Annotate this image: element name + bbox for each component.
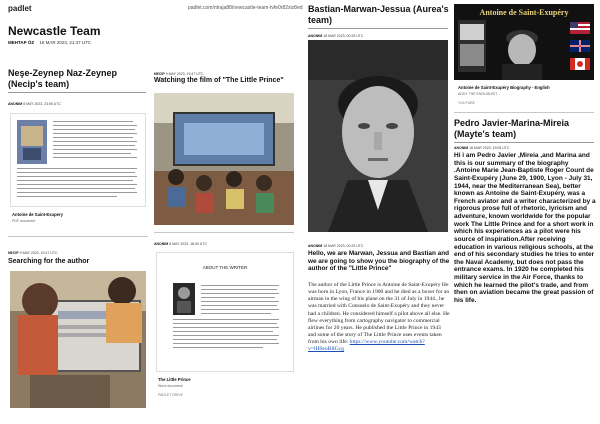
youtube-link[interactable]: https://www.youtube.com/watch?v=lH9eoBlIGcg	[308, 339, 425, 353]
post-meta	[154, 242, 207, 246]
post-time: 18 MAR 2023, 00:25 UTC	[323, 34, 364, 38]
section-heading-mayte: Pedro Javier-Marina-Mireia (Mayte's team)	[454, 118, 570, 139]
post-author: ANONIM	[308, 244, 323, 248]
post-time: 9 MAY 2023, 19:47 UTC	[19, 251, 58, 255]
post-meta	[8, 251, 58, 255]
post-meta	[8, 102, 61, 106]
photo-image	[154, 93, 294, 225]
author-portrait-photo[interactable]	[308, 40, 448, 232]
doc-heading: ABOUT THE WRITER	[202, 265, 248, 270]
post-author: NECIP	[8, 251, 19, 255]
flag-usa-icon	[570, 22, 590, 34]
thumbnail-title: Antoine de Saint-Exupéry	[479, 8, 569, 17]
post-time: 18 MAR 2023, 00:25 UTC	[323, 244, 364, 248]
post-author: ANONIM	[454, 146, 469, 150]
section-heading-necip: Neşe-Zeynep Naz-Zeynep (Necip's team)	[8, 68, 118, 89]
photo-image	[10, 271, 146, 408]
board-author-line	[8, 40, 91, 45]
post-meta	[308, 34, 363, 38]
post-author: NECIP	[154, 72, 165, 76]
attachment-title[interactable]: Antoine de Saint-Exupery	[12, 212, 63, 217]
card-separator	[154, 232, 294, 233]
pdf-page-image	[11, 114, 145, 206]
section-divider	[454, 142, 594, 143]
attachment-source: YOUTUBE	[458, 101, 475, 105]
attachment-title[interactable]: Antoine de Saint-Exupéry Biography - English	[458, 85, 550, 90]
section-heading-aurea: Bastian-Marwan-Jessua (Aurea's team)	[308, 4, 449, 25]
post-meta	[454, 146, 509, 150]
classroom-photo-2[interactable]	[154, 93, 294, 225]
board-author: MEHTAP ÖZ	[8, 40, 35, 45]
post-author: ANONIM	[8, 102, 23, 106]
section-divider	[8, 92, 146, 93]
post-body-text: The author of the Little Prince is Antoine de Saint-Exupéry He was born in Lyon, France in 1900 and he died as a boxer for an airman in the wing of his plane on the 31 of July in 1944., he was married with Consuelo de Saint-Exupéry and they never had a children. He considered himself a pilot above all else. He flew everything from cartography navigator to commercial airlines for 20 years. He published the Little Prince in 1943 and some of the story of The Little Prince uses events taken from his own life:	[308, 282, 450, 346]
flag-canada-icon	[570, 58, 590, 70]
post-time: 8 MAY 2023, 18:09 UTC	[169, 242, 207, 246]
post-time: 8 MAY 2023, 23:05 UTC	[23, 102, 61, 106]
post-body	[308, 282, 450, 354]
section-divider	[308, 28, 448, 29]
post-body: Hi i am Pedro Javier ,Mireia ,and Marina and this is our summary of the biography .Antoine Marie Jean-Baptiste Roger Count de Saint-Exupéry (June 29, 1900, Lyon - July 31, 1944, near the Mediterranean Sea), better known as Antoine de Saint-Exupéry, was a French aviator and a writer characterized by a rigorous prose full of rhetoric, lyricism and adventure, known worldwide for the popular work The Little Prince and for a short work in which his experiences as a pilot were his source of inspiration.After receiving education in various religious schools, at the end of his secondary studies he tries to enter the Naval Academy, but does not pass the entrance exams. In 1920 he completed his military service in the Air Force, thanks to which he learned the pilot's trade, and from then on aviation became the great passion of his life.	[454, 152, 596, 304]
post-meta	[308, 244, 363, 248]
board-title: Newcastle Team	[8, 24, 101, 38]
attachment-subtitle: PDF document	[12, 219, 36, 223]
classroom-photo-1[interactable]	[10, 271, 146, 408]
padlet-logo[interactable]: padlet	[8, 4, 32, 13]
video-thumbnail[interactable]	[454, 4, 594, 80]
flag-uk-icon	[570, 40, 590, 52]
post-title: Searching for the author	[8, 258, 90, 265]
attachment-title[interactable]: The Little Prince	[158, 377, 191, 382]
pdf-preview[interactable]	[10, 113, 146, 207]
card-separator	[454, 112, 594, 113]
word-doc-preview[interactable]	[156, 252, 294, 372]
board-date: 18 MAR 2023, 21:47 UTC	[39, 40, 92, 45]
post-title: Watching the film of "The Little Prince"	[154, 77, 284, 84]
doc-page-image	[157, 253, 293, 371]
post-title: Hello, we are Marwan, Jessua and Bastian and we are going to show you the biography of the author of the "Little Prince"	[308, 250, 450, 272]
portrait-image	[308, 40, 448, 232]
attachment-source: PADLET DRIVE	[158, 393, 183, 397]
post-author: ANONIM	[154, 242, 169, 246]
attachment-subtitle: ADDY THE ENGLISH/ST...	[458, 92, 500, 96]
post-author: ANONIM	[308, 34, 323, 38]
attachment-subtitle: Word document	[158, 384, 183, 388]
card-separator	[8, 236, 148, 237]
post-time: 9 MAY 2023, 19:47 UTC	[165, 72, 204, 76]
post-meta	[154, 72, 204, 76]
page-url: padlet.com/ntraja88/newcastle-team-tvfe0r82xlz8ed	[188, 5, 303, 11]
post-time: 18 MAR 2023, 19:05 UTC	[469, 146, 510, 150]
